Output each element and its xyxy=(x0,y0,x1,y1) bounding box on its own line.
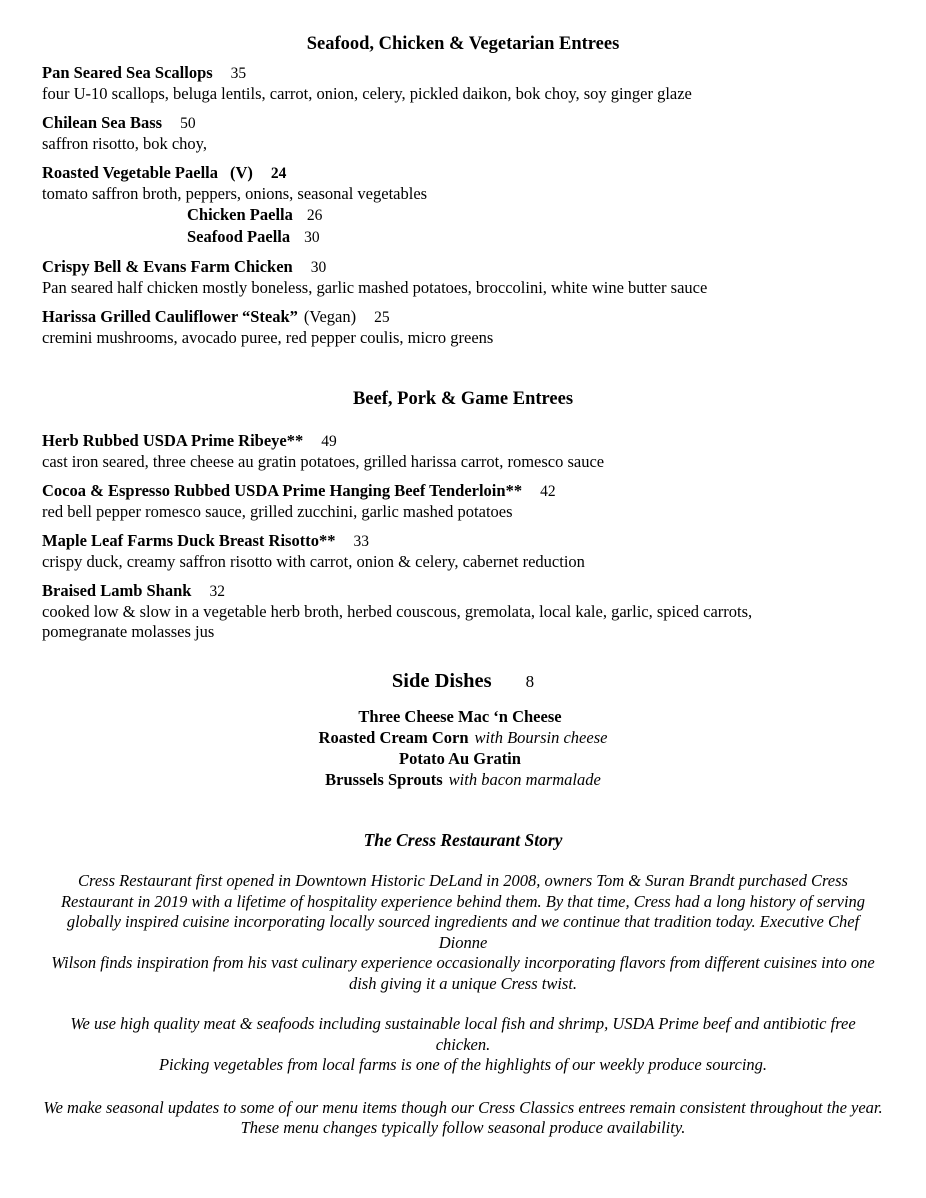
story-line: We make seasonal updates to some of our menu items though our Cress Classics entrees remain consistent throughout the year. xyxy=(43,1097,883,1117)
item-price: 50 xyxy=(180,115,196,132)
side-dishes-heading: Side Dishes xyxy=(391,670,492,692)
menu-item-sea-scallops xyxy=(42,63,884,104)
story-line: Wilson finds inspiration from his vast culinary experience occasionally incorporating flavors from different cuisines into one xyxy=(51,953,875,972)
item-name: Seafood Paella xyxy=(187,227,291,246)
item-description: saffron risotto, bok choy, xyxy=(42,134,207,153)
story-paragraph-2 xyxy=(42,1014,884,1076)
item-name: Cocoa & Espresso Rubbed USDA Prime Hanging Beef Tenderloin** xyxy=(42,481,523,500)
item-price: 32 xyxy=(209,583,225,600)
side-dish-name: Roasted Cream Corn xyxy=(318,728,469,747)
item-description-line-1: cooked low & slow in a vegetable herb broth, herbed couscous, gremolata, local kale, garlic, spiced carrots, xyxy=(42,602,753,621)
item-header xyxy=(42,307,884,328)
story-line: globally inspired cuisine incorporating locally sourced ingredients and we continue that tradition today. Executive Chef Dionne xyxy=(66,912,860,952)
item-name: Chilean Sea Bass xyxy=(42,113,163,132)
item-description: Pan seared half chicken mostly boneless, garlic mashed potatoes, broccolini, white wine butter sauce xyxy=(42,278,708,297)
vegan-tag: (Vegan) xyxy=(303,307,357,326)
item-description: crispy duck, creamy saffron risotto with carrot, onion & celery, cabernet reduction xyxy=(42,552,585,571)
menu-item-sea-bass xyxy=(42,113,884,154)
side-dish-name: Potato Au Gratin xyxy=(399,749,521,768)
story-line: We use high quality meat & seafoods including sustainable local fish and shrimp, USDA Prime beef and antibiotic free chicken. xyxy=(70,1014,856,1054)
item-name: Harissa Grilled Cauliflower “Steak” xyxy=(42,307,298,326)
item-header xyxy=(42,481,884,502)
item-name: Braised Lamb Shank xyxy=(42,581,192,600)
side-dish-potato-au-gratin xyxy=(42,748,884,769)
item-header xyxy=(42,581,884,602)
menu-item-cauliflower-steak xyxy=(42,307,884,348)
side-dish-name: Three Cheese Mac ‘n Cheese xyxy=(358,707,562,726)
story-title: The Cress Restaurant Story xyxy=(363,830,563,850)
item-price: 24 xyxy=(270,165,287,182)
vegetarian-tag: (V) xyxy=(229,163,253,182)
menu-item-duck-risotto xyxy=(42,531,884,572)
menu-item-ribeye xyxy=(42,431,884,472)
item-description: tomato saffron broth, peppers, onions, seasonal vegetables xyxy=(42,184,428,203)
item-header xyxy=(42,163,884,184)
story-line: Picking vegetables from local farms is one of the highlights of our weekly produce sourcing. xyxy=(158,1055,768,1074)
story-line: These menu changes typically follow seasonal produce availability. xyxy=(240,1118,686,1137)
item-header xyxy=(42,63,884,84)
item-description: cast iron seared, three cheese au gratin potatoes, grilled harissa carrot, romesco sauce xyxy=(42,452,605,471)
item-name: Crispy Bell & Evans Farm Chicken xyxy=(42,257,293,276)
beef-section-title: Beef, Pork & Game Entrees xyxy=(352,389,574,409)
item-price: 30 xyxy=(310,259,327,276)
story-line: Cress Restaurant first opened in Downtown Historic DeLand in 2008, owners Tom & Suran Brandt purchased Cress xyxy=(78,871,848,890)
side-dish-mac-n-cheese xyxy=(42,706,884,727)
story-line: dish giving it a unique Cress twist. xyxy=(348,973,578,993)
item-header xyxy=(42,431,884,452)
menu-subitem-seafood-paella xyxy=(187,226,884,248)
item-price: 30 xyxy=(304,229,320,246)
menu-subitem-chicken-paella xyxy=(187,204,884,226)
item-price: 42 xyxy=(540,483,556,500)
side-dish-cream-corn xyxy=(42,727,884,748)
item-header xyxy=(42,257,884,278)
story-paragraph-3 xyxy=(42,1098,884,1139)
item-price: 25 xyxy=(374,309,390,326)
side-dish-brussels-sprouts xyxy=(42,769,884,790)
side-dish-name: Brussels Sprouts xyxy=(325,770,443,789)
menu-item-beef-tenderloin xyxy=(42,481,884,522)
side-dish-note: with bacon marmalade xyxy=(448,770,601,789)
item-description: cremini mushrooms, avocado puree, red pepper coulis, micro greens xyxy=(42,328,494,347)
item-description: red bell pepper romesco sauce, grilled zucchini, garlic mashed potatoes xyxy=(42,502,513,521)
side-dishes-title xyxy=(42,669,884,694)
story-line: Restaurant in 2019 with a lifetime of hospitality experience behind them. By that time, Cress had a long history of serving xyxy=(60,891,866,911)
item-price: 33 xyxy=(353,533,369,550)
item-name: Pan Seared Sea Scallops xyxy=(42,63,213,82)
item-name: Herb Rubbed USDA Prime Ribeye** xyxy=(42,431,304,450)
item-price: 35 xyxy=(230,65,247,82)
menu-item-lamb-shank xyxy=(42,581,884,642)
menu-item-vegetable-paella xyxy=(42,163,884,248)
story-paragraph-1 xyxy=(42,871,884,994)
item-description: four U-10 scallops, beluga lentils, carrot, onion, celery, pickled daikon, bok choy, soy ginger glaze xyxy=(42,84,692,103)
item-description-line-2: pomegranate molasses jus xyxy=(42,622,215,641)
item-name: Roasted Vegetable Paella xyxy=(42,163,218,182)
item-price: 49 xyxy=(321,433,337,450)
menu-item-farm-chicken xyxy=(42,257,884,298)
item-price: 26 xyxy=(306,207,323,224)
side-dishes-price: 8 xyxy=(525,672,535,691)
item-header xyxy=(42,113,884,134)
item-name: Chicken Paella xyxy=(187,205,293,224)
item-header xyxy=(42,531,884,552)
seafood-section-title: Seafood, Chicken & Vegetarian Entrees xyxy=(306,34,620,54)
side-dish-note: with Boursin cheese xyxy=(474,728,608,747)
item-name: Maple Leaf Farms Duck Breast Risotto** xyxy=(42,531,336,550)
